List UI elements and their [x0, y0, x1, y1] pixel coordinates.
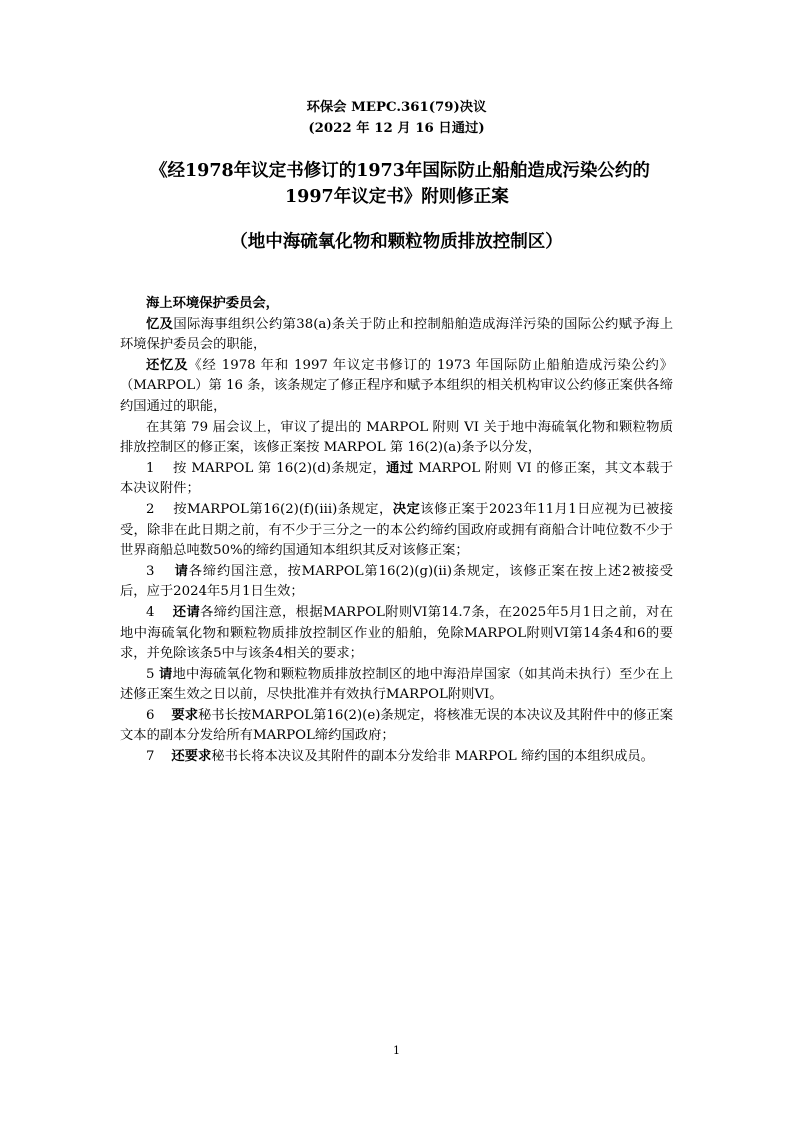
paragraph-number: 7: [146, 749, 155, 765]
resolution-number: 环保会 MEPC.361(79)决议: [306, 100, 487, 115]
operative-paragraph-1: [120, 459, 673, 500]
paragraph-number: 2: [146, 501, 155, 517]
operative-keyword: 请: [158, 666, 173, 682]
operative-paragraph-2: [120, 500, 673, 562]
operative-paragraph-7: [120, 747, 673, 768]
page-number: 1: [393, 1044, 400, 1057]
paragraph-text: 各缔约国注意，根据MARPOL附则VI第14.7条，在2025年5月1日之前，对在地中海硫氧化物和颗粒物质排放控制区作业的船舶，免除MARPOL附则VI第14条4和6的要求，并免除该条5中与该条4相关的要求；: [120, 604, 673, 662]
paragraph-number: 4: [146, 604, 155, 620]
paragraph-text: 在其第 79 届会议上，审议了提出的 MARPOL 附则 VI 关于地中海硫氧化物和颗粒物质排放控制区的修正案，该修正案按 MARPOL 第 16(2)(a)条予以分发，: [120, 419, 673, 456]
paragraph-text: 秘书长将本决议及其附件的副本分发给非 MARPOL 缔约国的本组织成员。: [211, 749, 654, 765]
paragraph-text: 国际海事组织公约第38(a)条关于防止和控制船舶造成海洋污染的国际公约赋予海上环境保护委员会的职能，: [120, 316, 673, 353]
document-title: [150, 158, 670, 210]
operative-paragraph-6: [120, 706, 673, 747]
paragraph-number: 3: [146, 563, 155, 579]
operative-paragraph-4: [120, 603, 673, 665]
paragraph-text: 秘书长按MARPOL第16(2)(e)条规定，将核准无误的本决议及其附件中的修正案文本的副本分发给所有MARPOL缔约国政府；: [120, 707, 673, 744]
addressee: 海上环境保护委员会，: [146, 296, 279, 311]
resolution-header: [0, 97, 793, 139]
adoption-date: (2022 年 12 月 16 日通过): [308, 121, 485, 136]
preamble-paragraph: [120, 418, 673, 459]
operative-paragraph-3: [120, 562, 673, 603]
preamble-paragraph: [120, 315, 673, 356]
document-subtitle: （地中海硫氧化物和颗粒物质排放控制区）: [230, 232, 563, 252]
paragraph-number: 1: [146, 460, 155, 476]
operative-keyword: 忆及: [146, 316, 174, 332]
paragraph-text: 按 MARPOL 第 16(2)(d)条规定，: [173, 460, 387, 476]
paragraph-text: 地中海硫氧化物和颗粒物质排放控制区的地中海沿岸国家（如其尚未执行）至少在上述修正案生效之日以前，尽快批准并有效执行MARPOL附则VI。: [120, 666, 674, 703]
paragraph-text: MARPOL 附则 VI 的修正案，其文本载于本决议附件；: [120, 460, 674, 497]
title-line-1: 《经1978年议定书修订的1973年国际防止船舶造成污染公约的: [150, 161, 650, 181]
title-line-2: 1997年议定书》附则修正案: [285, 187, 509, 207]
operative-keyword: 通过: [386, 460, 414, 476]
paragraph-text: 该修正案于2023年11月1日应视为已被接受，除非在此日期之前，有不少于三分之一的本公约缔约国政府或拥有商船合计吨位数不少于世界商船总吨数50%的缔约国通知本组织其反对该修正案；: [120, 501, 673, 559]
paragraph-number: 6: [146, 707, 155, 723]
operative-keyword: 要求: [171, 707, 198, 723]
resolution-body: [120, 294, 673, 768]
paragraph-text: 各缔约国注意，按MARPOL第16(2)(g)(ii)条规定，该修正案在按上述2被接受后，应于2024年5月1日生效；: [120, 563, 673, 600]
operative-keyword: 还要求: [171, 749, 212, 765]
operative-keyword: 决定: [392, 501, 421, 517]
paragraph-number: 5: [146, 666, 155, 682]
preamble-paragraph: [120, 356, 673, 418]
paragraph-text: 《经 1978 年和 1997 年议定书修订的 1973 年国际防止船舶造成污染公约》（MARPOL）第 16 条，该条规定了修正程序和赋予本组织的相关机构审议公约修正案供各缔约国通过的职能，: [120, 357, 673, 414]
paragraph-text: 按MARPOL第16(2)(f)(iii)条规定，: [173, 501, 393, 517]
operative-keyword: 还忆及: [146, 357, 189, 373]
operative-keyword: 请: [174, 563, 189, 579]
operative-paragraph-5: [120, 665, 673, 706]
operative-keyword: 还请: [172, 604, 201, 620]
